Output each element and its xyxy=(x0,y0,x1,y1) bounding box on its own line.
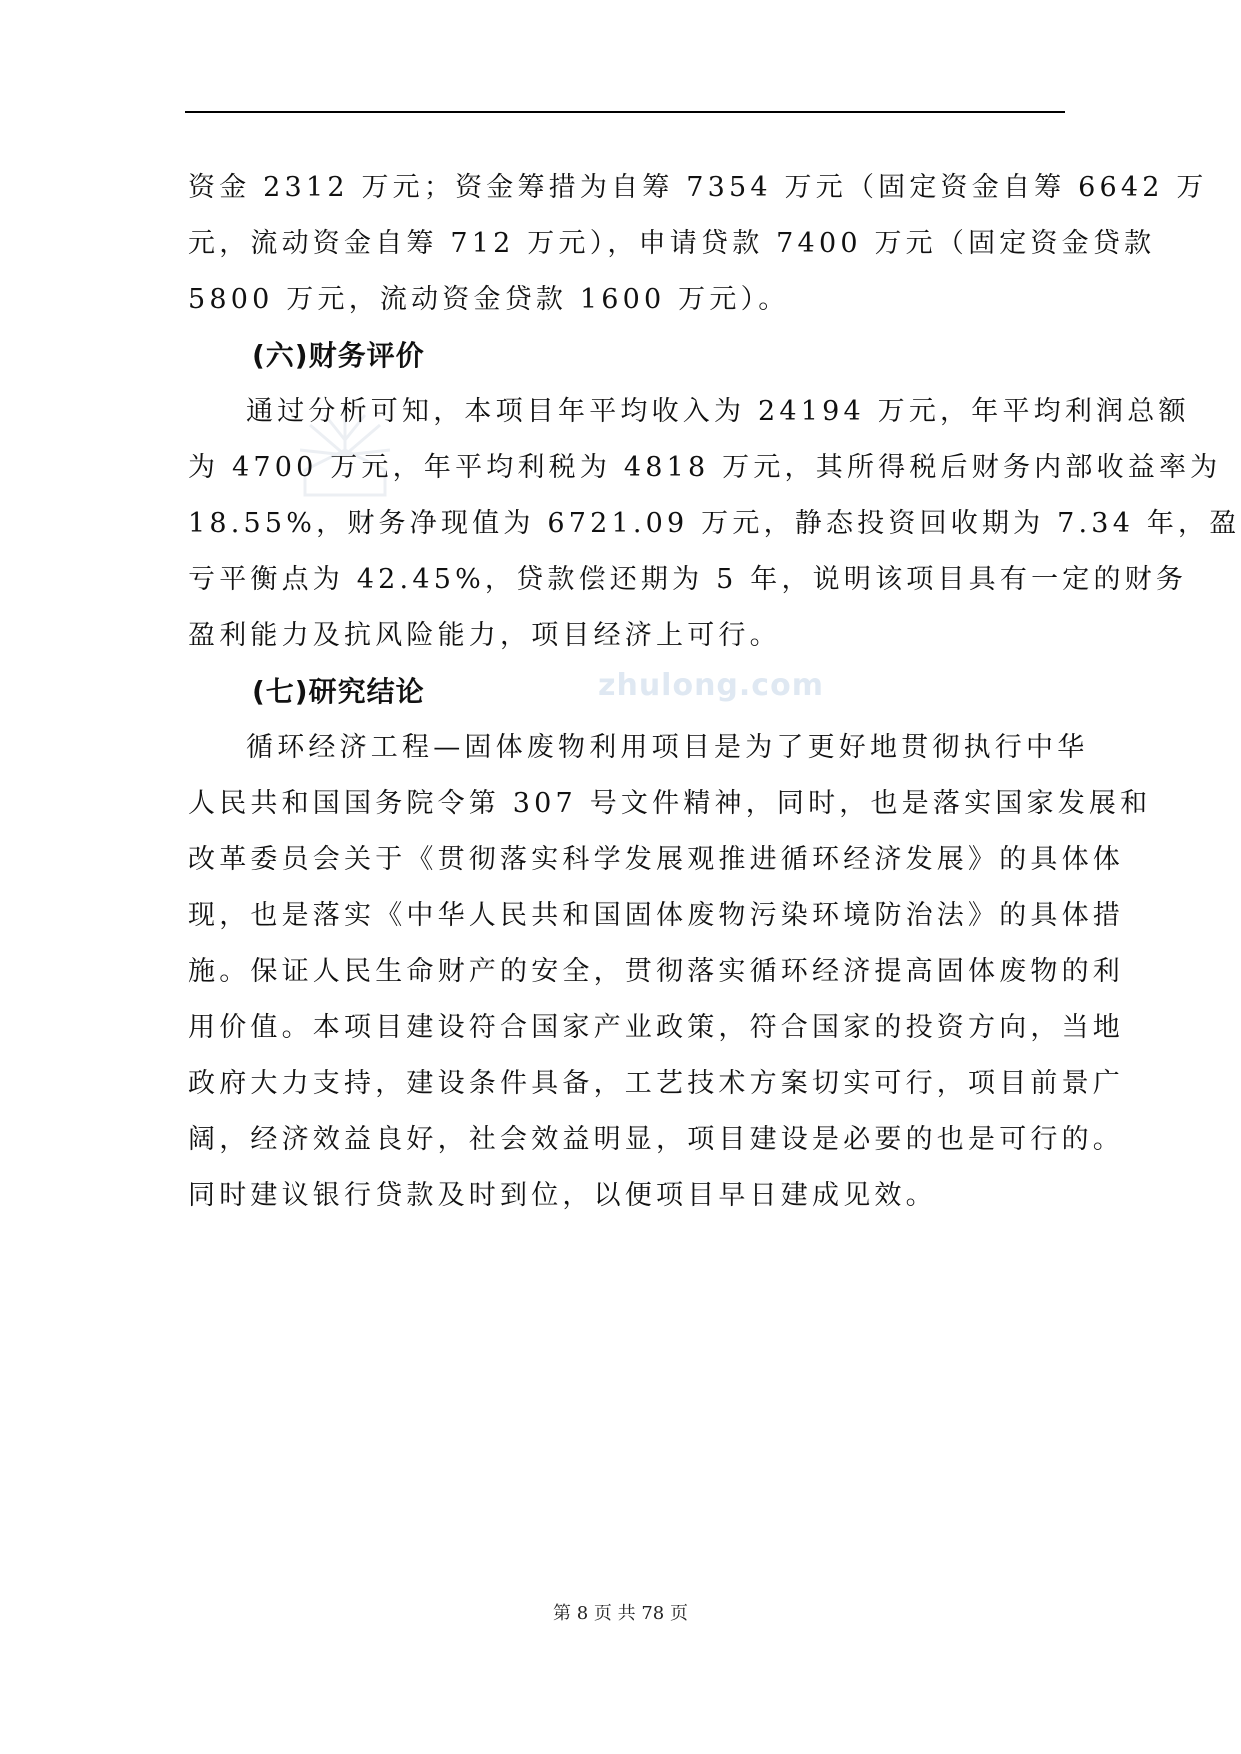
paragraph-line: 施。保证人民生命财产的安全，贯彻落实循环经济提高固体废物的利 xyxy=(188,956,1124,987)
paragraph-line: 政府大力支持，建设条件具备，工艺技术方案切实可行，项目前景广 xyxy=(188,1068,1124,1099)
paragraph-line: 元，流动资金自筹 712 万元），申请贷款 7400 万元（固定资金贷款 xyxy=(188,228,1156,259)
section-heading-financial-evaluation: (六)财务评价 xyxy=(252,339,425,372)
page-number-footer: 第 8 页 共 78 页 xyxy=(553,1603,688,1624)
header-rule xyxy=(185,111,1065,113)
paragraph-line: 人民共和国国务院令第 307 号文件精神，同时，也是落实国家发展和 xyxy=(188,788,1152,819)
document-body xyxy=(188,160,1241,1224)
paragraph-line: 5800 万元，流动资金贷款 1600 万元）。 xyxy=(188,284,790,315)
paragraph-line: 资金 2312 万元；资金筹措为自筹 7354 万元（固定资金自筹 6642 万 xyxy=(188,172,1208,203)
paragraph-line: 循环经济工程—固体废物利用项目是为了更好地贯彻执行中华 xyxy=(246,732,1089,763)
paragraph-line: 同时建议银行贷款及时到位，以便项目早日建成见效。 xyxy=(188,1180,937,1211)
paragraph-line: 为 4700 万元，年平均利税为 4818 万元，其所得税后财务内部收益率为 xyxy=(188,452,1222,483)
watermark-text: zhulong.com xyxy=(598,668,824,703)
paragraph-line: 用价值。本项目建设符合国家产业政策，符合国家的投资方向，当地 xyxy=(188,1012,1124,1043)
paragraph-line: 盈利能力及抗风险能力，项目经济上可行。 xyxy=(188,620,781,651)
paragraph-line: 现，也是落实《中华人民共和国固体废物污染环境防治法》的具体措 xyxy=(188,900,1124,931)
paragraph-line: 18.55%，财务净现值为 6721.09 万元，静态投资回收期为 7.34 年，盈 xyxy=(188,508,1241,539)
paragraph-line: 改革委员会关于《贯彻落实科学发展观推进循环经济发展》的具体体 xyxy=(188,844,1124,875)
paragraph-line: 阔，经济效益良好，社会效益明显，项目建设是必要的也是可行的。 xyxy=(188,1124,1124,1155)
section-heading-conclusion: (七)研究结论 xyxy=(252,675,425,708)
paragraph-line: 通过分析可知，本项目年平均收入为 24194 万元，年平均利润总额 xyxy=(246,396,1190,427)
paragraph-line: 亏平衡点为 42.45%，贷款偿还期为 5 年，说明该项目具有一定的财务 xyxy=(188,564,1188,595)
